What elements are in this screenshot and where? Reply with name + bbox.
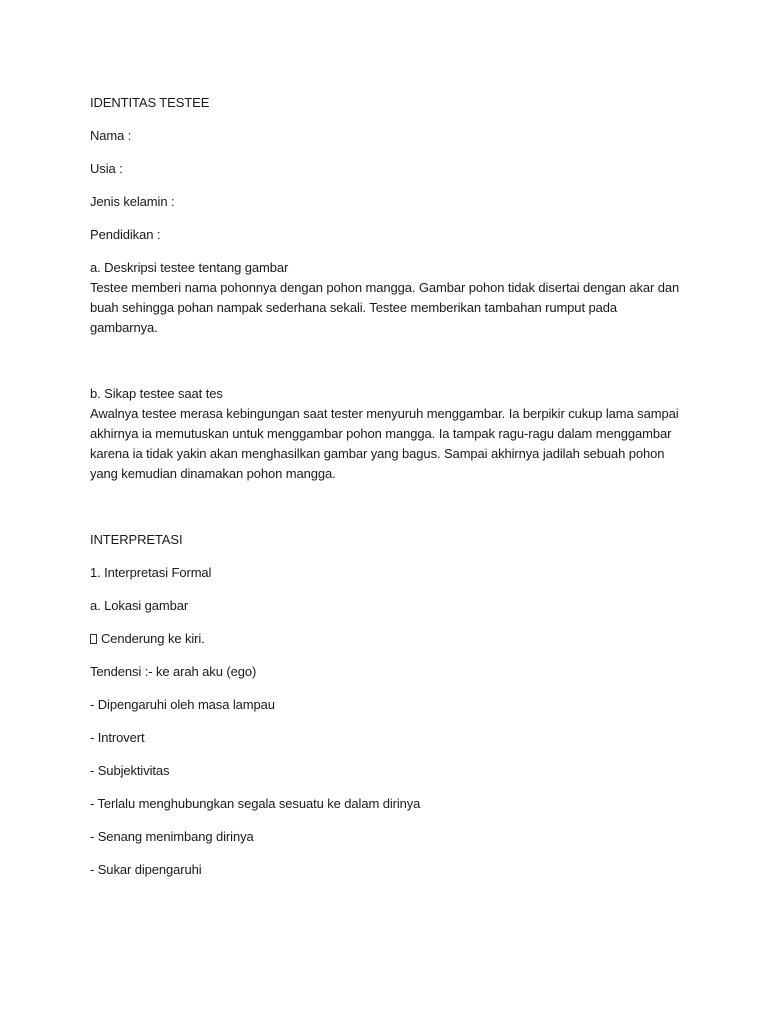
list-item: - Senang menimbang dirinya (90, 829, 254, 844)
paragraph-line: buah sehingga pohan nampak sederhana sekali. Testee memberikan tambahan rumput pada (90, 300, 617, 315)
heading-identitas: IDENTITAS TESTEE (90, 95, 210, 110)
paragraph-line: gambarnya. (90, 320, 158, 335)
section-b-paragraph (90, 404, 690, 484)
missing-glyph-icon (90, 634, 97, 644)
paragraph-line: akhirnya ia memutuskan untuk menggambar pohon mangga. Ia tampak ragu-ragu dalam menggambar (90, 426, 672, 441)
list-item: - Sukar dipengaruhi (90, 862, 202, 877)
lokasi-gambar-title: a. Lokasi gambar (90, 598, 189, 613)
paragraph-line: karena ia tidak yakin akan menghasilkan gambar yang bagus. Sampai akhirnya jadilah sebuah pohon (90, 446, 665, 461)
list-item: - Terlalu menghubungkan segala sesuatu ke dalam dirinya (90, 796, 421, 811)
heading-interpretasi: INTERPRETASI (90, 532, 183, 547)
field-usia: Usia : (90, 161, 123, 176)
document-content (90, 93, 690, 880)
bullet-text: Cenderung ke kiri. (101, 631, 205, 646)
list-item: - Subjektivitas (90, 763, 170, 778)
bullet-line (90, 629, 690, 649)
field-pendidikan: Pendidikan : (90, 227, 161, 242)
section-a-title: a. Deskripsi testee tentang gambar (90, 260, 289, 275)
field-nama: Nama : (90, 128, 132, 143)
list-item: - Dipengaruhi oleh masa lampau (90, 697, 275, 712)
section-b-title: b. Sikap testee saat tes (90, 386, 223, 401)
list-item: - Introvert (90, 730, 145, 745)
paragraph-line: Awalnya testee merasa kebingungan saat tester menyuruh menggambar. Ia berpikir cukup lama sampai (90, 406, 679, 421)
tendensi-line: Tendensi :- ke arah aku (ego) (90, 664, 257, 679)
sub-heading-interpretasi-formal: 1. Interpretasi Formal (90, 565, 212, 580)
paragraph-line: yang kemudian dinamakan pohon mangga. (90, 466, 336, 481)
section-a-paragraph (90, 278, 690, 338)
paragraph-line: Testee memberi nama pohonnya dengan pohon mangga. Gambar pohon tidak disertai dengan akar dan (90, 280, 680, 295)
field-jenis-kelamin: Jenis kelamin : (90, 194, 175, 209)
